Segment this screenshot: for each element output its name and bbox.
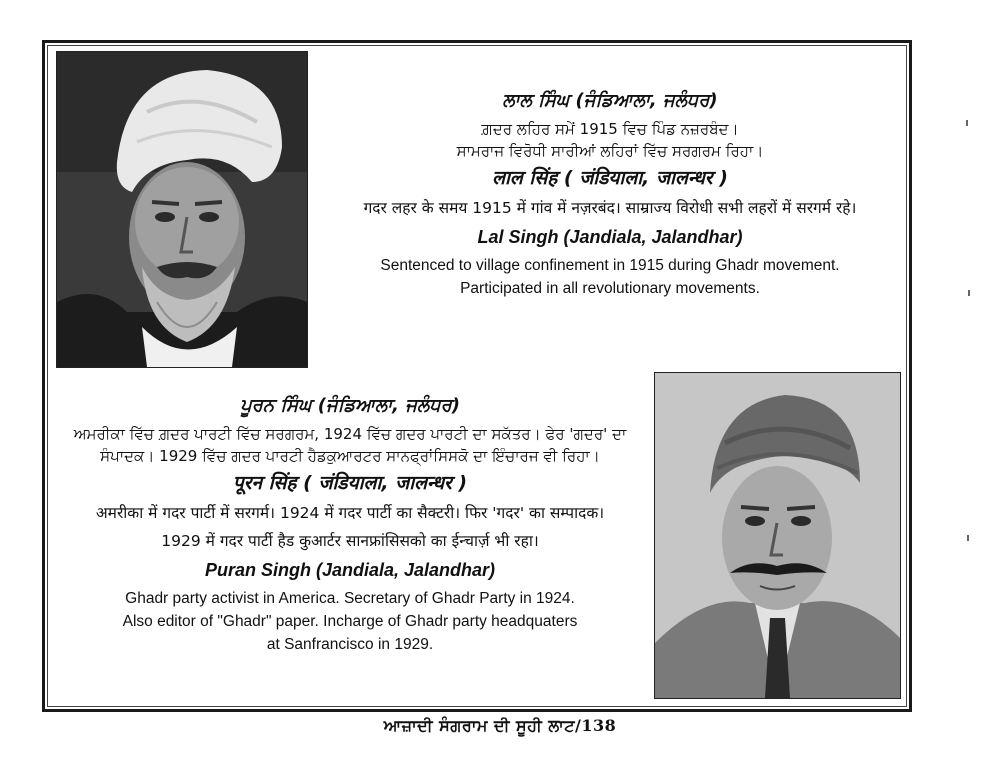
english-line: Also editor of "Ghadr" paper. Incharge of Ghadr party headquaters	[122, 613, 578, 630]
scan-speck	[966, 120, 968, 126]
lal-singh-caption	[330, 90, 890, 300]
hindi-line: अमरीका में गदर पार्टी में सरगर्म। 1924 में गदर पार्टी का सैक्टरी। फिर 'गदर' का सम्पादक।	[95, 504, 605, 522]
english-line: at Sanfrancisco in 1929.	[266, 636, 434, 653]
punjabi-line: ਅਮਰੀਕਾ ਵਿੱਚ ਗ਼ਦਰ ਪਾਰਟੀ ਵਿੱਚ ਸਰਗਰਮ, 1924 ਵਿੱਚ ਗਦਰ ਪਾਰਟੀ ਦਾ ਸਕੱਤਰ। ਫੇਰ 'ਗਦਰ' ਦਾ	[73, 425, 627, 443]
punjabi-line: ਗ਼ਦਰ ਲਹਿਰ ਸਮੇਂ 1915 ਵਿਚ ਪਿੰਡ ਨਜ਼ਰਬੰਦ।	[481, 120, 739, 138]
english-name: Lal Singh (Jandiala, Jalandhar)	[477, 227, 743, 247]
hindi-line: गदर लहर के समय 1915 में गांव में नज़रबंद। साम्राज्य विरोधी सभी लहरों में सरगर्म रहे।	[363, 199, 857, 217]
english-name: Puran Singh (Jandiala, Jalandhar)	[204, 560, 496, 580]
english-line: Sentenced to village confinement in 1915 during Ghadr movement.	[380, 257, 840, 274]
scan-speck	[967, 535, 969, 541]
hindi-line: 1929 में गदर पार्टी हैड कुआर्टर सानफ्रांसिसको का ईन्चार्ज़ भी रहा।	[161, 532, 539, 550]
punjabi-line: ਸੰਪਾਦਕ। 1929 ਵਿੱਚ ਗਦਰ ਪਾਰਟੀ ਹੈਡਕੁਆਰਟਰ ਸਾਨਫ੍ਰਾਂਸਿਸਕੋ ਦਾ ਇੰਚਾਰਜ ਵੀ ਰਿਹਾ।	[100, 447, 600, 465]
book-title: ਆਜ਼ਾਦੀ ਸੰਗਰਾਮ ਦੀ ਸੂਹੀ ਲਾਟ	[383, 716, 576, 735]
page-number: /138	[575, 716, 617, 735]
hindi-name: पूरन सिंह ( जंडियाला, जालन्धर )	[232, 472, 468, 494]
puran-singh-photo	[654, 372, 901, 699]
punjabi-name: ਲਾਲ ਸਿੰਘ (ਜੰਡਿਆਲਾ, ਜਲੰਧਰ)	[502, 90, 718, 111]
page-footer	[300, 716, 700, 736]
english-line: Participated in all revolutionary movements.	[460, 280, 760, 297]
punjabi-name: ਪੂਰਨ ਸਿੰਘ (ਜੰਡਿਆਲਾ, ਜਲੰਧਰ)	[240, 395, 460, 416]
puran-singh-caption	[50, 395, 650, 656]
punjabi-line: ਸਾਮਰਾਜ ਵਿਰੋਧੀ ਸਾਰੀਆਂ ਲਹਿਰਾਂ ਵਿੱਚ ਸਰਗਰਮ ਰਿਹਾ।	[456, 142, 764, 160]
lal-singh-photo	[56, 51, 308, 368]
hindi-name: लाल सिंह ( जंडियाला, जालन्धर )	[492, 167, 728, 189]
scan-speck	[968, 290, 970, 296]
english-line: Ghadr party activist in America. Secretary of Ghadr Party in 1924.	[125, 590, 575, 607]
